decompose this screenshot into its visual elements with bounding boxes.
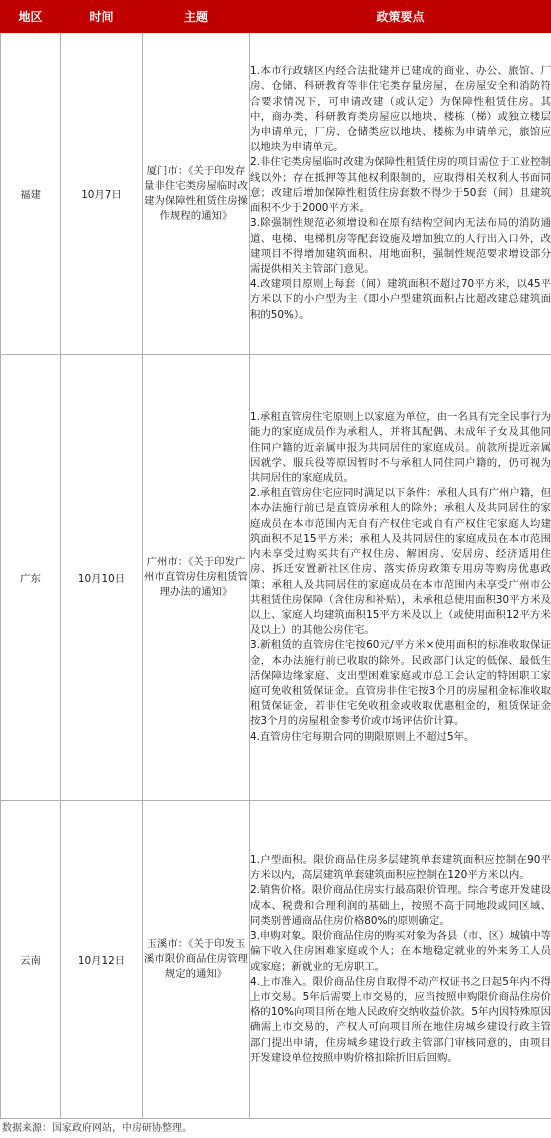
policy-points-cell (250, 801, 551, 1119)
policy-points-cell (250, 355, 551, 801)
policy-point: 3.申购对象。限价商品住房的购买对象为各县（市、区）城镇中等偏下收入住房困难家庭或个人；在本地稳定就业的外来务工人员或家庭；新就业的无房职工。 (250, 930, 551, 973)
table-row (1, 801, 551, 1119)
policy-points-cell (250, 33, 551, 355)
region-cell: 广东 (1, 355, 61, 801)
header-policy-points: 政策要点 (250, 1, 551, 33)
policy-point: 2.销售价格。限价商品住房实行最高限价管理。综合考虑开发建设成本、税费和合理利润的基础上，按照不高于同地段或同区域、同类别普通商品住房价格80%的原则确定。 (250, 884, 551, 927)
date-cell: 10月10日 (61, 355, 143, 801)
region-cell: 云南 (1, 801, 61, 1119)
policy-point: 2.非住宅类房屋临时改建为保障性租赁住房的项目需位于工业控制线以外；存在抵押等其他权利限制的，应取得相关权利人书面同意；改建后增加保障性租赁住房套数不得少于50套（间）且建筑面积不少于2000平方米。 (250, 156, 551, 215)
header-topic: 主题 (143, 1, 250, 33)
topic-cell: 厦门市：《关于印发存量非住宅类房屋临时改建为保障性租赁住房操作规程的通知》 (143, 33, 250, 355)
policy-point: 3.新租赁的直管房住宅按60元/平方米×使用面积的标准收取保证金，本办法施行前已收取的除外。民政部门认定的低保、最低生活保障边缘家庭、支出型困难家庭或市总工会认定的特困职工家庭可免收租赁保证金。直管房非住宅按3个月的房屋租金标准收取租赁保证金，若非住宅免收租金或收取优惠租金的，租赁保证金按3个月的房屋租金参考价或市场评估价计算。 (250, 639, 551, 728)
policy-point: 4.上市准入。限价商品住房自取得不动产权证书之日起5年内不得上市交易。5年后需要上市交易的，应当按照申购限价商品住房价格的10%向项目所在地人民政府交纳收益价款。5年内因特殊原因确需上市交易的，产权人可向项目所在地住房城乡建设行政主管部门提出申请，住房城乡建设行政主管部门审核同意的，由项目开发建设单位按照申购价格扣除折旧后回购。 (250, 975, 551, 1064)
policy-point: 4.直管房住宅每期合同的期限原则上不超过5年。 (250, 730, 475, 743)
table-row (1, 33, 551, 355)
policy-point: 1.户型面积。限价商品住房多层建筑单套建筑面积应控制在90平方米以内，高层建筑单套建筑面积应控制在120平方米以内。 (250, 854, 551, 882)
source-note: 数据来源：国家政府网站，中房研协整理。 (2, 1123, 192, 1134)
policy-point: 1.本市行政辖区内经合法批建并已建成的商业、办公、旅馆、厂房、仓储、科研教育等非住宅类存量房屋，在房屋安全和消防符合要求情况下，可申请改建（或认定）为保障性租赁住房。其中，商办类、科研教育类房屋应以地块、楼栋（梯）或独立楼层为申请单元，厂房、仓储类应以地块、楼栋为申请单元，旅馆应以地块为申请单元。 (250, 65, 551, 154)
header-region: 地区 (1, 1, 61, 33)
date-cell: 10月7日 (61, 33, 143, 355)
policy-point: 4.改建项目原则上每套（间）建筑面积不超过70平方米，以45平方米以下的小户型为主（即小户型建筑面积占比超改建总建筑面积的50%）。 (250, 278, 551, 321)
region-cell: 福建 (1, 33, 61, 355)
policy-point: 1.承租直管房住宅原则上以家庭为单位，由一名具有完全民事行为能力的家庭成员作为承租人，并将其配偶、未成年子女及其他同住同户籍的近亲属申报为共同居住的家庭成员。前款所提近亲属因就学、服兵役等原因暂时不与承租人同住同户籍的，仍可视为共同居住的家庭成员。 (250, 411, 551, 485)
table-row (1, 355, 551, 801)
policy-point: 3.除强制性规范必须增设和在原有结构空间内无法布局的消防通道、电梯、电梯机房等配套设施及增加独立的人行出入口外，改建项目不得增加建筑面积、用地面积，强制性规范要求增设部分需提供相关主管部门意见。 (250, 217, 551, 275)
topic-cell: 玉溪市：《关于印发玉溪市限价商品住房管理规定的通知》 (143, 801, 250, 1119)
date-cell: 10月12日 (61, 801, 143, 1119)
header-date: 时间 (61, 1, 143, 33)
policy-point: 2.承租直管房住宅应同时满足以下条件：承租人具有广州户籍，但本办法施行前已是直管房承租人的除外；承租人及共同居住的家庭成员在本市范围内无自有产权住宅或自有产权住宅家庭人均建筑面积不足15平方米；承租人及共同居住的家庭成员在本市范围内未享受过购买共有产权住房、解困房、安居房、经济适用住房、拆迁安置新社区住房、落实侨房政策专用房等购房优惠政策；承租人及共同居住的家庭成员在本市范围内未享受广州市公共租赁住房保障（含住房和补贴），未承租总使用面积30平方米及以上、家庭人均建筑面积15平方米及以上（或使用面积12平方米及以上）的其他公房住宅。 (250, 487, 551, 637)
topic-cell: 广州市：《关于印发广州市直管房住房租赁管理办法的通知》 (143, 355, 250, 801)
header-row (1, 1, 551, 33)
